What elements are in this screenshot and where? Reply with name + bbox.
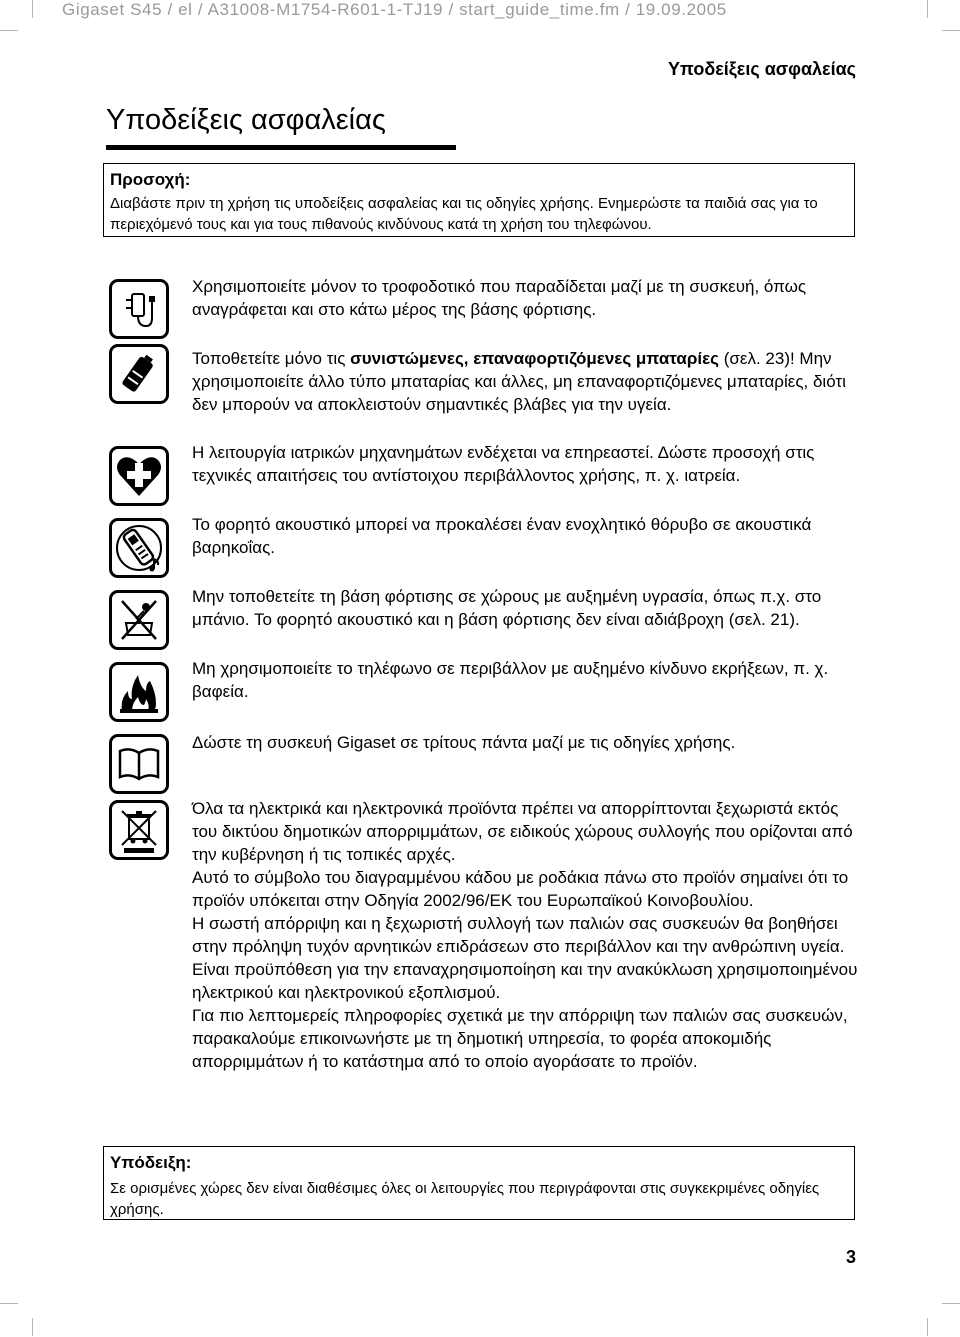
disposal-paragraph: Για πιο λεπτομερείς πληροφορίες σχετικά με την απόρριψη των παλιών σας συσκευών, παρακαλούμε επικοινωνήστε με τη δημοτική υπηρεσία, το φορέα αποκομιδής απορριμμάτων ή το κατάστημα από το οποίο αγοράσατε το προϊόν. (192, 1006, 848, 1071)
caution-box (103, 163, 855, 237)
power-supply-icon (109, 279, 169, 339)
note-box (103, 1146, 855, 1220)
crop-mark (0, 30, 18, 31)
crop-mark (927, 1318, 928, 1336)
battery-text (192, 347, 862, 416)
manual-text: Δώστε τη συσκευή Gigaset σε τρίτους πάντα μαζί με τις οδηγίες χρήσης. (192, 733, 736, 752)
manual-book-icon (109, 734, 169, 794)
weee-bin-icon (109, 800, 169, 860)
hearing-aid-phone-icon (109, 518, 169, 578)
crop-mark (32, 0, 33, 18)
caution-heading: Προσοχή: (110, 170, 191, 189)
note-text: Σε ορισμένες χώρες δεν είναι διαθέσιμες όλες οι λειτουργίες που περιγράφονται στις συγκεκριμένες οδηγίες χρήσης. (110, 1180, 820, 1218)
power-supply-text: Χρησιμοποιείτε μόνον το τροφοδοτικό που παραδίδεται μαζί με τη συσκευή, όπως αναγράφεται και στο κάτω μέρος της βάσης φόρτισης. (192, 277, 807, 319)
battery-text-rest: (σελ. 23)! Μην χρησιμοποιείτε άλλο τύπο μπαταρίας και άλλες, μη επαναφορτιζόμενες μπαταρίες, διότι δεν μπορούν να αποκλειστούν σημαντικές βλάβες για την υγεία. (192, 349, 846, 414)
medical-text: Η λειτουργία ιατρικών μηχανημάτων ενδέχεται να επηρεαστεί. Δώστε προσοχή στις τεχνικές απαιτήσεις του αντίστοιχου περιβάλλοντος χρήσης, π. χ. ιατρεία. (192, 443, 815, 485)
explosion-text: Μη χρησιμοποιείτε το τηλέφωνο σε περιβάλλον με αυξημένο κίνδυνο εκρήξεων, π. χ. βαφεία. (192, 659, 829, 701)
file-header: Gigaset S45 / el / A31008-M1754-R601-1-TJ19 / start_guide_time.fm / 19.09.2005 (62, 0, 727, 19)
disposal-paragraph: Όλα τα ηλεκτρικά και ηλεκτρονικά προϊόντα πρέπει να απορρίπτονται ξεχωριστά εκτός του δικτύου δημοτικών απορριμμάτων, σε ειδικούς χώρους συλλογής που ορίζονται από την κυβέρνηση ή τις τοπικές αρχές. (192, 799, 853, 864)
battery-text-lead: Τοποθετείτε μόνο τις (192, 349, 351, 368)
medical-heart-icon (109, 446, 169, 506)
running-head: Υποδείξεις ασφαλείας (668, 59, 856, 79)
humidity-text: Μην τοποθετείτε τη βάση φόρτισης σε χώρους με αυξημένη υγρασία, όπως π.χ. στο μπάνιο. Το φορητό ακουστικό και η βάση φόρτισης δεν είναι αδιάβροχη (σελ. 21). (192, 587, 822, 629)
battery-icon (109, 344, 169, 404)
no-humidity-icon (109, 590, 169, 650)
disposal-paragraph: Αυτό το σύμβολο του διαγραμμένου κάδου με ροδάκια πάνω στο προϊόν σημαίνει ότι το προϊόν υπόκειται στην Οδηγία 2002/96/ΕΚ του Ευρωπαϊκού Κοινοβουλίου. (192, 868, 849, 910)
crop-mark (927, 0, 928, 18)
disposal-text (192, 797, 862, 1073)
note-heading: Υπόδειξη: (110, 1153, 192, 1172)
explosion-flame-icon (109, 662, 169, 722)
page-number: 3 (845, 1247, 856, 1267)
battery-text-emphasis: συνιστώμενες, επαναφορτιζόμενες μπαταρίες (350, 349, 720, 368)
disposal-paragraph: Η σωστή απόρριψη και η ξεχωριστή συλλογή των παλιών σας συσκευών θα βοηθήσει στην πρόληψη τυχόν αρνητικών επιδράσεων στο περιβάλλον και την ανθρώπινη υγεία. Είναι προϋπόθεση για την επαναχρησιμοποίηση και την ανακύκλωση χρησιμοποιημένου ηλεκτρικού και ηλεκτρονικού εξοπλισμού. (192, 914, 858, 1002)
page-title: Υποδείξεις ασφαλείας (106, 104, 386, 136)
crop-mark (942, 1303, 960, 1304)
caution-text: Διαβάστε πριν τη χρήση τις υποδείξεις ασφαλείας και τις οδηγίες χρήσης. Ενημερώστε τα παιδιά σας για το περιεχόμενό τους και για τους πιθανούς κινδύνους κατά τη χρήση του τηλεφώνου. (110, 195, 818, 233)
hearing-aid-text: Το φορητό ακουστικό μπορεί να προκαλέσει έναν ενοχλητικό θόρυβο σε ακουστικά βαρηκοΐας. (192, 515, 812, 557)
crop-mark (32, 1318, 33, 1336)
crop-mark (942, 30, 960, 31)
title-underline (106, 145, 456, 150)
crop-mark (0, 1303, 18, 1304)
